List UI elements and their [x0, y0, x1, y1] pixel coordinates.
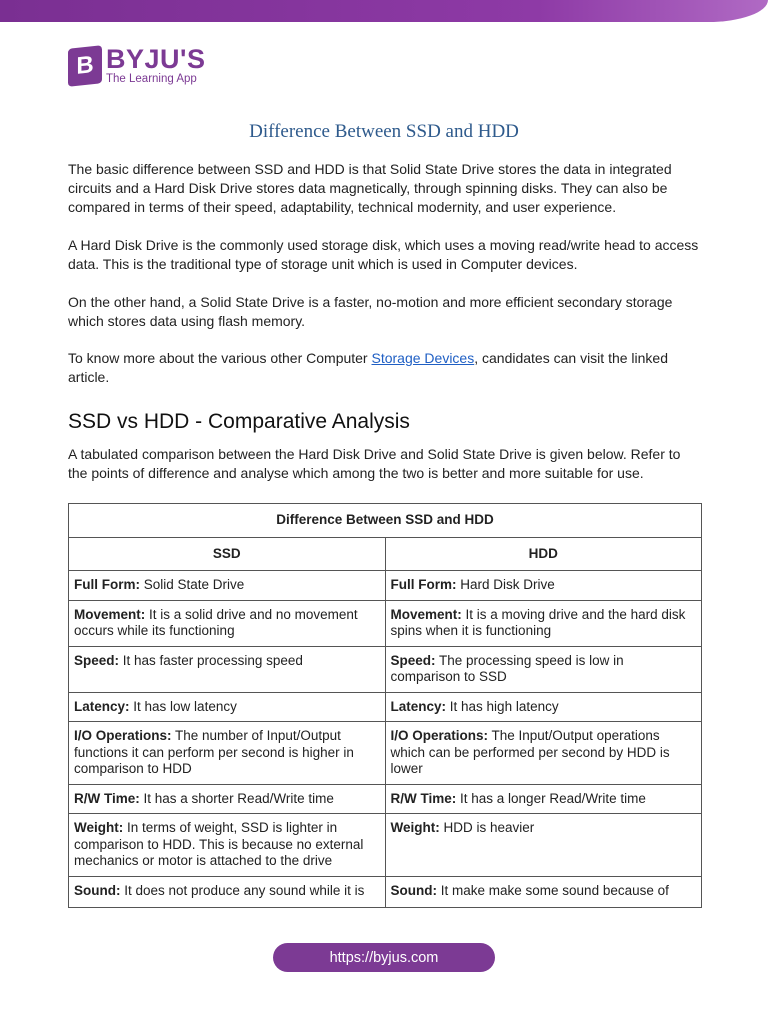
column-header-ssd: SSD [69, 537, 386, 571]
hdd-cell-label: R/W Time: [390, 790, 457, 806]
section-intro: A tabulated comparison between the Hard Disk Drive and Solid State Drive is given below. Refer to the points of difference and analyse which among the two is better and more suitable for use. [68, 446, 681, 481]
table-row [69, 722, 702, 785]
ssd-cell [69, 600, 386, 646]
hdd-cell-text: The processing speed is low in comparison to SSD [390, 652, 624, 684]
storage-devices-link[interactable]: Storage Devices [371, 350, 475, 366]
paragraph-2: A Hard Disk Drive is the commonly used storage disk, which uses a moving read/write head to access data. This is the traditional type of storage unit which is used in Computer devices. [68, 237, 699, 272]
logo-badge-icon: B [68, 45, 102, 87]
hdd-cell [385, 600, 702, 646]
hdd-cell [385, 784, 702, 814]
footer-url: https://byjus.com [329, 949, 439, 966]
hdd-cell [385, 722, 702, 785]
hdd-cell-text: It make make some sound because of [437, 882, 669, 898]
ssd-cell-label: Sound: [74, 882, 121, 898]
hdd-cell-text: The Input/Output operations which can be performed per second by HDD is lower [390, 728, 670, 776]
ssd-cell [69, 876, 386, 907]
hdd-cell-label: Full Form: [390, 577, 457, 592]
table-caption-row [69, 504, 702, 538]
hdd-cell-label: Sound: [390, 882, 437, 898]
paragraph-4 [68, 349, 700, 387]
ssd-cell-text: Solid State Drive [140, 577, 245, 592]
logo-tagline: The Learning App [106, 73, 197, 85]
ssd-cell-text: It has faster processing speed [119, 652, 303, 668]
table-row [69, 814, 702, 877]
table-row [69, 692, 702, 722]
hdd-cell-text: It has high latency [446, 698, 559, 714]
hdd-cell [385, 646, 702, 692]
ssd-cell-text: It does not produce any sound while it is [120, 882, 365, 898]
ssd-cell [69, 784, 386, 814]
hdd-cell [385, 814, 702, 877]
ssd-cell-label: I/O Operations: [74, 728, 172, 743]
column-header-hdd: HDD [385, 537, 702, 571]
ssd-cell-text: It is a solid drive and no movement occurs while its functioning [74, 606, 358, 638]
paragraph-1: The basic difference between SSD and HDD is that Solid State Drive stores the data in integrated circuits and a Hard Disk Drive stores data magnetically, through spinning disks. They can also be compared in terms of their speed, adaptability, technical modernity, and user experience. [68, 161, 672, 215]
paragraph-3: On the other hand, a Solid State Drive is a faster, no-motion and more efficient secondary storage which stores data using flash memory. [68, 294, 673, 329]
hdd-cell-label: I/O Operations: [390, 728, 489, 743]
hdd-cell [385, 876, 702, 907]
ssd-cell-label: Movement: [74, 606, 146, 622]
ssd-cell [69, 646, 386, 692]
ssd-cell-label: Latency: [74, 698, 130, 714]
hdd-cell-label: Weight: [390, 820, 440, 835]
section-heading: SSD vs HDD - Comparative Analysis [68, 410, 410, 433]
table-row [69, 646, 702, 692]
footer-url-button[interactable] [273, 943, 495, 972]
ssd-cell [69, 814, 386, 877]
ssd-cell-label: Weight: [74, 820, 124, 835]
ssd-cell-text: It has a shorter Read/Write time [139, 790, 334, 806]
ssd-cell-text: In terms of weight, SSD is lighter in comparison to HDD. This is because no external mechanics or motor is attached to the drive [74, 820, 364, 868]
table-row [69, 876, 702, 907]
hdd-cell-label: Latency: [390, 698, 447, 714]
hdd-cell [385, 692, 702, 722]
hdd-cell-label: Movement: [390, 606, 462, 622]
ssd-cell [69, 692, 386, 722]
hdd-cell-text: It has a longer Read/Write time [456, 790, 646, 806]
ssd-cell [69, 571, 386, 601]
document-title: Difference Between SSD and HDD [249, 121, 519, 142]
top-decorative-bar [0, 0, 768, 22]
table-row [69, 600, 702, 646]
table-row [69, 571, 702, 601]
byjus-logo[interactable] [68, 46, 205, 86]
hdd-cell-text: It is a moving drive and the hard disk spins when it is functioning [390, 606, 686, 638]
table-header-row [69, 537, 702, 571]
table-row [69, 784, 702, 814]
hdd-cell [385, 571, 702, 601]
ssd-cell-label: R/W Time: [74, 790, 140, 806]
hdd-cell-text: Hard Disk Drive [456, 577, 555, 592]
logo-text [106, 46, 205, 86]
ssd-cell-text: It has low latency [129, 698, 237, 714]
ssd-cell [69, 722, 386, 785]
ssd-cell-label: Speed: [74, 652, 120, 668]
paragraph-4-text-a: To know more about the various other Computer [68, 350, 372, 366]
table-caption: Difference Between SSD and HDD [69, 504, 702, 538]
hdd-cell-text: HDD is heavier [439, 820, 535, 835]
ssd-cell-label: Full Form: [74, 577, 140, 592]
comparison-table [68, 503, 702, 908]
ssd-cell-text: The number of Input/Output functions it can perform per second is higher in comparison to HDD [74, 728, 354, 776]
logo-name: BYJU'S [106, 44, 206, 74]
paragraph-4-text-b: , candidates can visit the linked article. [68, 350, 668, 385]
hdd-cell-label: Speed: [390, 652, 436, 668]
